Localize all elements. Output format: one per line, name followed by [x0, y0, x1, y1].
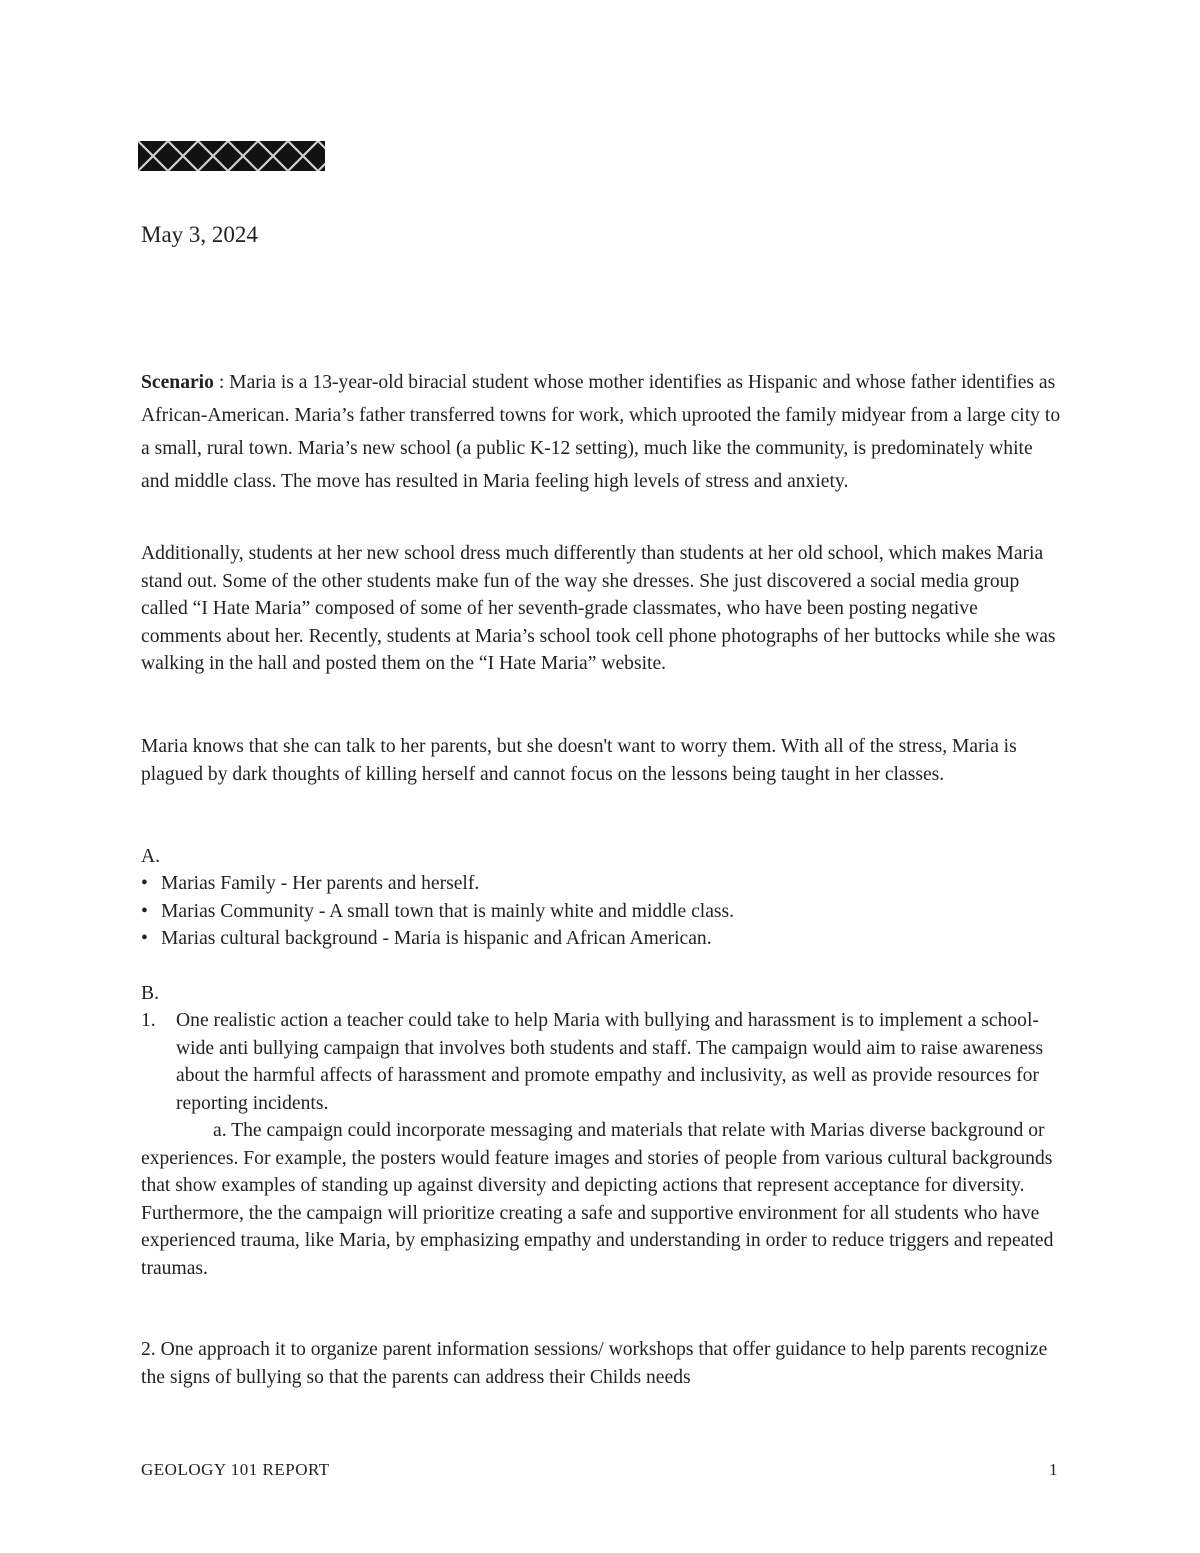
- redaction-block: [138, 141, 325, 171]
- item-text: One realistic action a teacher could take to help Maria with bullying and harassment is to implement a school-wide anti bullying campaign that involves both students and staff. The campaign would aim to raise awareness about the harmful affects of harassment and promote empathy and inclusivity, as well as provide resources for reporting incidents.: [176, 1010, 1044, 1114]
- list-item: • Marias Community - A small town that is mainly white and middle class.: [141, 898, 1061, 926]
- footer-page-number: 1: [1049, 1460, 1058, 1479]
- bullet-icon: •: [141, 873, 148, 894]
- section-b-item-1a: a. The campaign could incorporate messaging and materials that relate with Marias diverse background or experiences. For example, the posters would feature images and stories of people from various cultural backgrounds that show examples of standing up against diversity and depicting actions that represent acceptance for diversity. Furthermore, the the campaign will prioritize creating a safe and supportive environment for all students who have experienced trauma, like Maria, by emphasizing empathy and understanding in order to reduce triggers and repeated traumas.: [141, 1120, 1054, 1279]
- footer-title: GEOLOGY 101 REPORT: [141, 1460, 330, 1479]
- section-b-item-1: [141, 1007, 1061, 1117]
- section-a-heading: A.: [141, 846, 161, 867]
- bullet-icon: •: [141, 900, 148, 922]
- scenario-paragraph: [141, 366, 1061, 498]
- section-a-list: [141, 870, 1061, 953]
- item-number: 1.: [141, 1010, 156, 1031]
- crosshatch-pattern-icon: [138, 141, 325, 171]
- document-date: May 3, 2024: [141, 222, 258, 247]
- section-b-item-2: 2. One approach it to organize parent information sessions/ workshops that offer guidance to help parents recognize the signs of bullying so that the parents can address their Childs needs: [141, 1339, 1048, 1388]
- scenario-label: Scenario: [141, 372, 214, 393]
- paragraph-parents: Maria knows that she can talk to her parents, but she doesn't want to worry them. With all of the stress, Maria is plagued by dark thoughts of killing herself and cannot focus on the lessons being taught in her classes.: [141, 736, 1017, 785]
- list-item: • Marias cultural background - Maria is hispanic and African American.: [141, 925, 1061, 953]
- paragraph-additionally: Additionally, students at her new school dress much differently than students at her old school, which makes Maria stand out. Some of the other students make fun of the way she dresses. She just discovered a social media group called “I Hate Maria” composed of some of her seventh-grade classmates, who have been posting negative comments about her. Recently, students at Maria’s school took cell phone photographs of her buttocks while she was walking in the hall and posted them on the “I Hate Maria” website.: [141, 543, 1056, 674]
- scenario-text: : Maria is a 13-year-old biracial student whose mother identifies as Hispanic and whose father identifies as African-American. Maria’s father transferred towns for work, which uprooted the family midyear from a large city to a small, rural town. Maria’s new school (a public K-12 setting), much like the community, is predominately white and middle class. The move has resulted in Maria feeling high levels of stress and anxiety.: [141, 372, 1061, 492]
- list-item: • Marias Family - Her parents and herself.: [141, 870, 1061, 898]
- section-b-heading: B.: [141, 983, 159, 1004]
- bullet-icon: •: [141, 928, 148, 949]
